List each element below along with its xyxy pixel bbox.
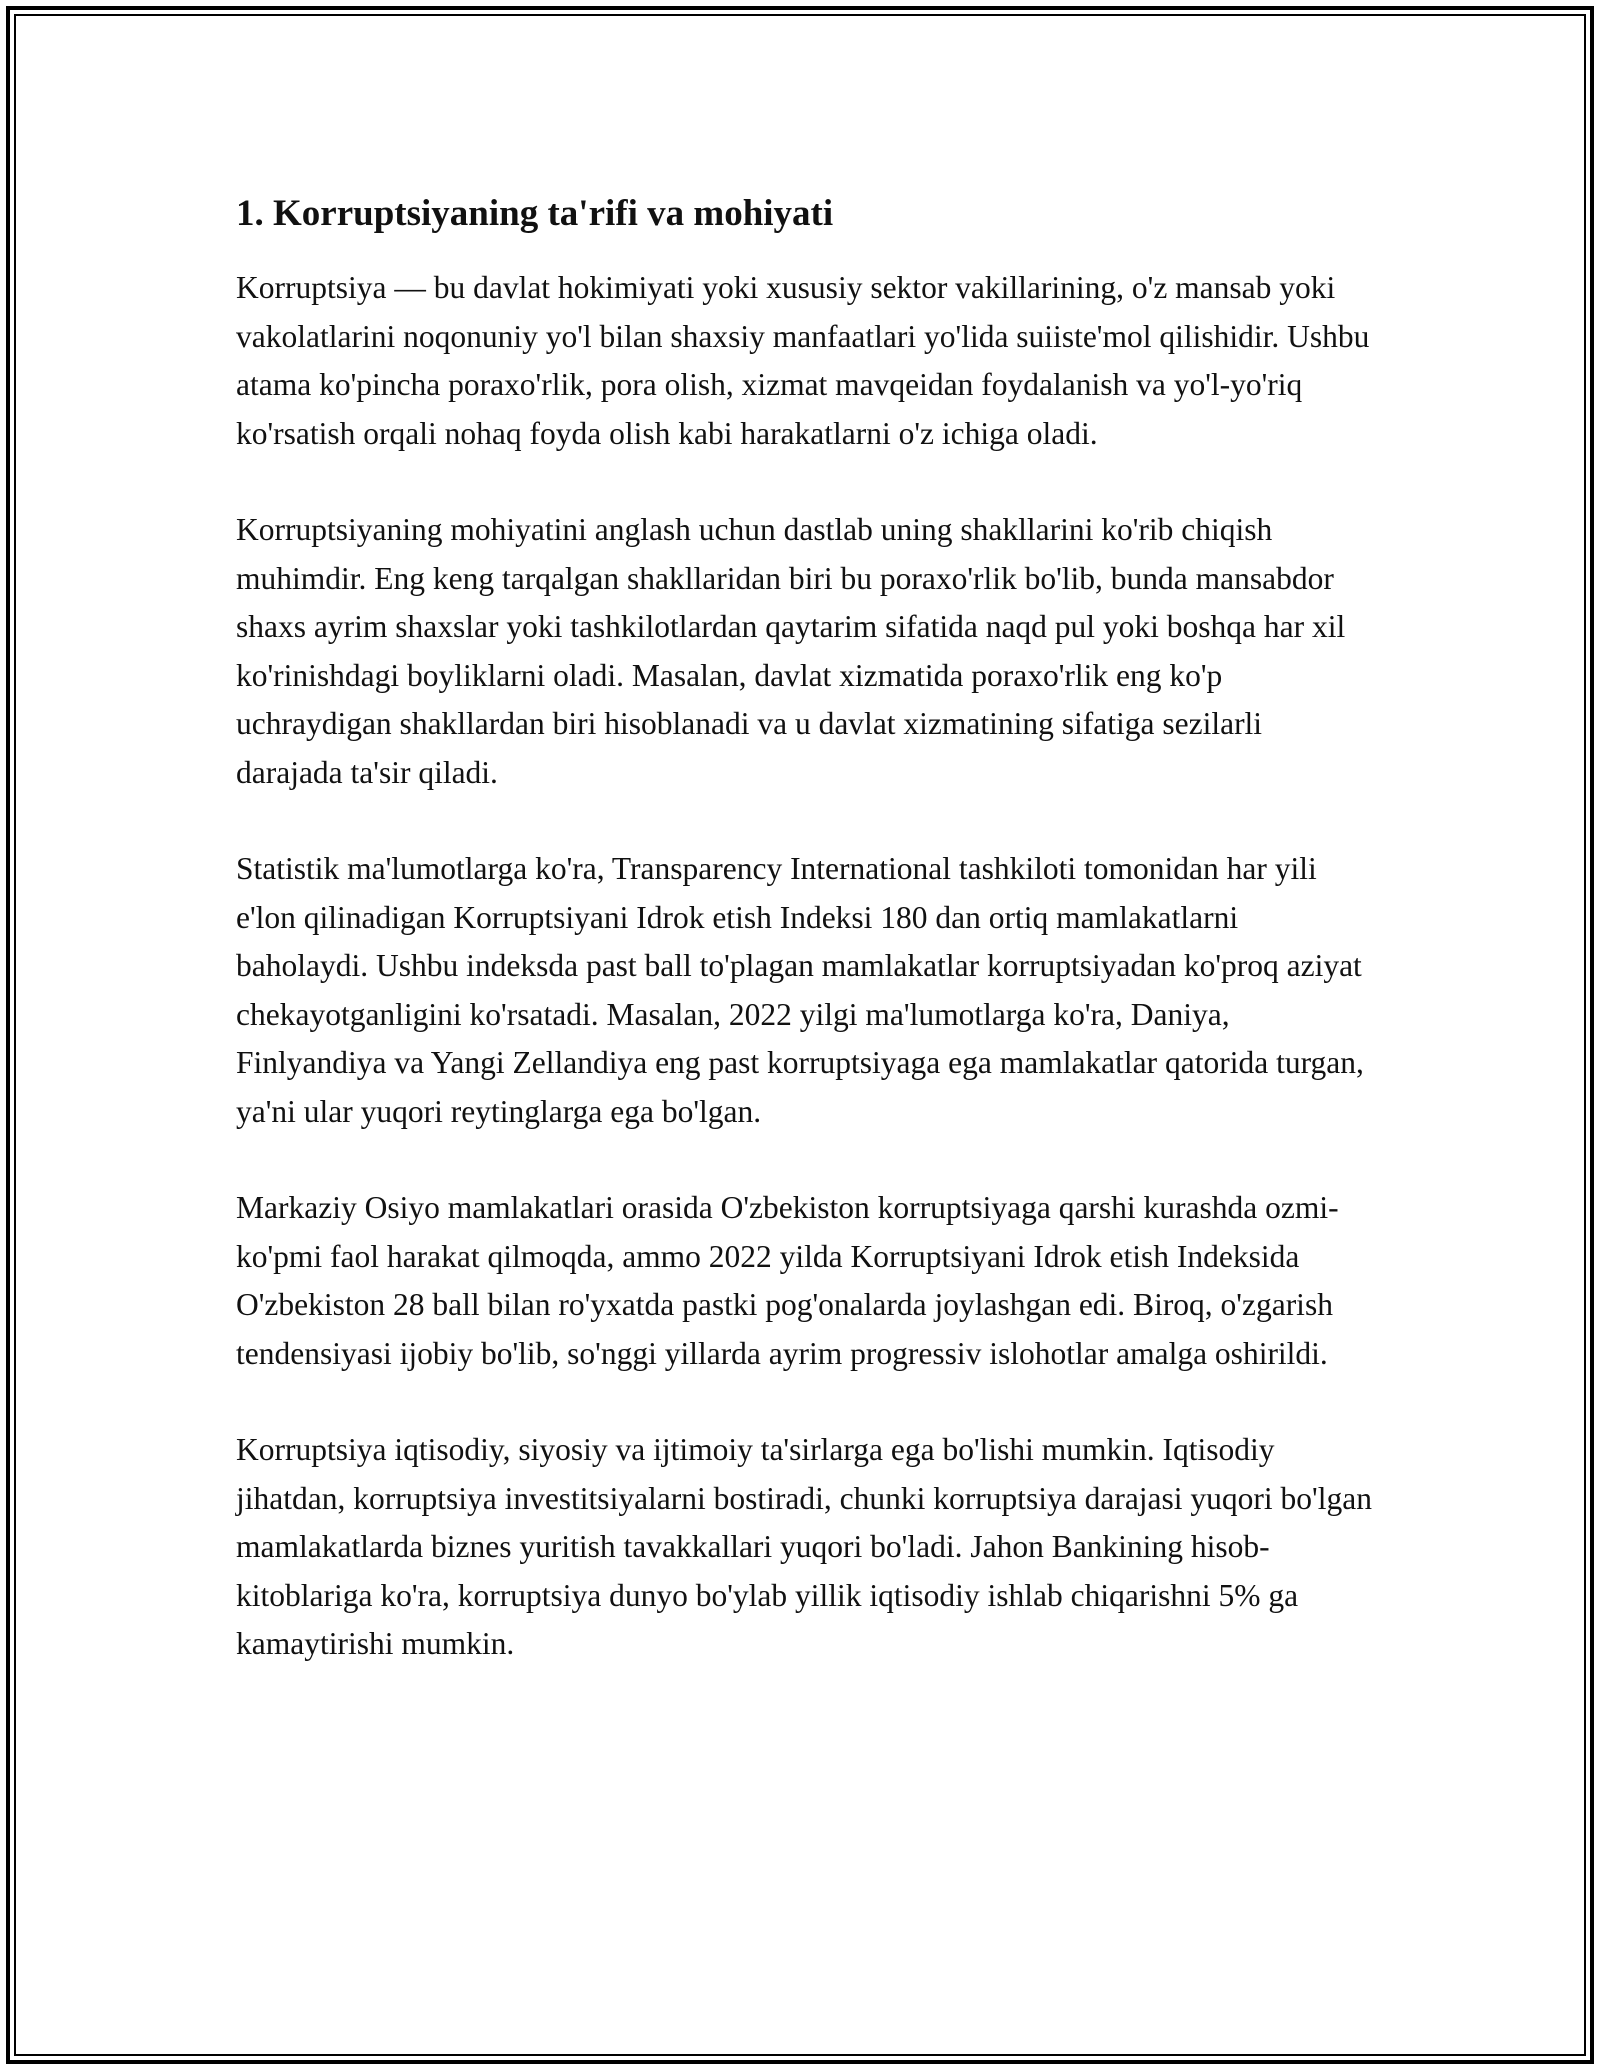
paragraph-statistics: Statistik ma'lumotlarga ko'ra, Transparency International tashkiloti tomonidan har yili e'lon qilinadigan Korruptsiyani Idrok etish Indeksi 180 dan ortiq mamlakatlarni baholaydi. Ushbu indeksda past ball to'plagan mamlakatlar korruptsiyadan ko'proq aziyat chekayotganligini ko'rsatadi. Masalan, 2022 yilgi ma'lumotlarga ko'ra, Daniya, Finlyandiya va Yangi Zellandiya eng past korruptsiyaga ega mamlakatlar qatorida turgan, ya'ni ular yuqori reytinglarga ega bo'lgan. — [236, 851, 1364, 1129]
paragraph-central-asia: Markaziy Osiyo mamlakatlari orasida O'zbekiston korruptsiyaga qarshi kurashda ozmi-ko'pmi faol harakat qilmoqda, ammo 2022 yilda Korruptsiyani Idrok etish Indeksida O'zbekiston 28 ball bilan ro'yxatda pastki pog'onalarda joylashgan edi. Biroq, o'zgarish tendensiyasi ijobiy bo'lib, so'nggi yillarda ayrim progressiv islohotlar amalga oshirildi. — [236, 1190, 1339, 1371]
section-title: 1. Korruptsiyaning ta'rifi va mohiyati — [236, 193, 834, 234]
paragraph-definition: Korruptsiya — bu davlat hokimiyati yoki xususiy sektor vakillarining, o'z mansab yoki vakolatlarini noqonuniy yo'l bilan shaxsiy manfaatlari yo'lida suiiste'mol qilishidir. Ushbu atama ko'pincha poraxo'rlik, pora olish, xizmat mavqeidan foydalanish va yo'l-yo'riq ko'rsatish orqali nohaq foyda olish kabi harakatlarni o'z ichiga oladi. — [236, 270, 1370, 451]
paragraph-effects: Korruptsiya iqtisodiy, siyosiy va ijtimoiy ta'sirlarga ega bo'lishi mumkin. Iqtisodiy jihatdan, korruptsiya investitsiyalarni bostiradi, chunki korruptsiya darajasi yuqori bo'lgan mamlakatlarda biznes yuritish tavakkallari yuqori bo'ladi. Jahon Bankining hisob-kitoblariga ko'ra, korruptsiya dunyo bo'ylab yillik iqtisodiy ishlab chiqarishni 5% ga kamaytirishi mumkin. — [236, 1432, 1372, 1661]
paragraph-forms: Korruptsiyaning mohiyatini anglash uchun dastlab uning shakllarini ko'rib chiqish muhimdir. Eng keng tarqalgan shakllaridan biri bu poraxo'rlik bo'lib, bunda mansabdor shaxs ayrim shaxslar yoki tashkilotlardan qaytarim sifatida naqd pul yoki boshqa har xil ko'rinishdagi boyliklarni oladi. Masalan, davlat xizmatida poraxo'rlik eng ko'p uchraydigan shakllardan biri hisoblanadi va u davlat xizmatining sifatiga sezilarli darajada ta'sir qiladi. — [236, 512, 1346, 790]
document-body — [236, 190, 1376, 1717]
